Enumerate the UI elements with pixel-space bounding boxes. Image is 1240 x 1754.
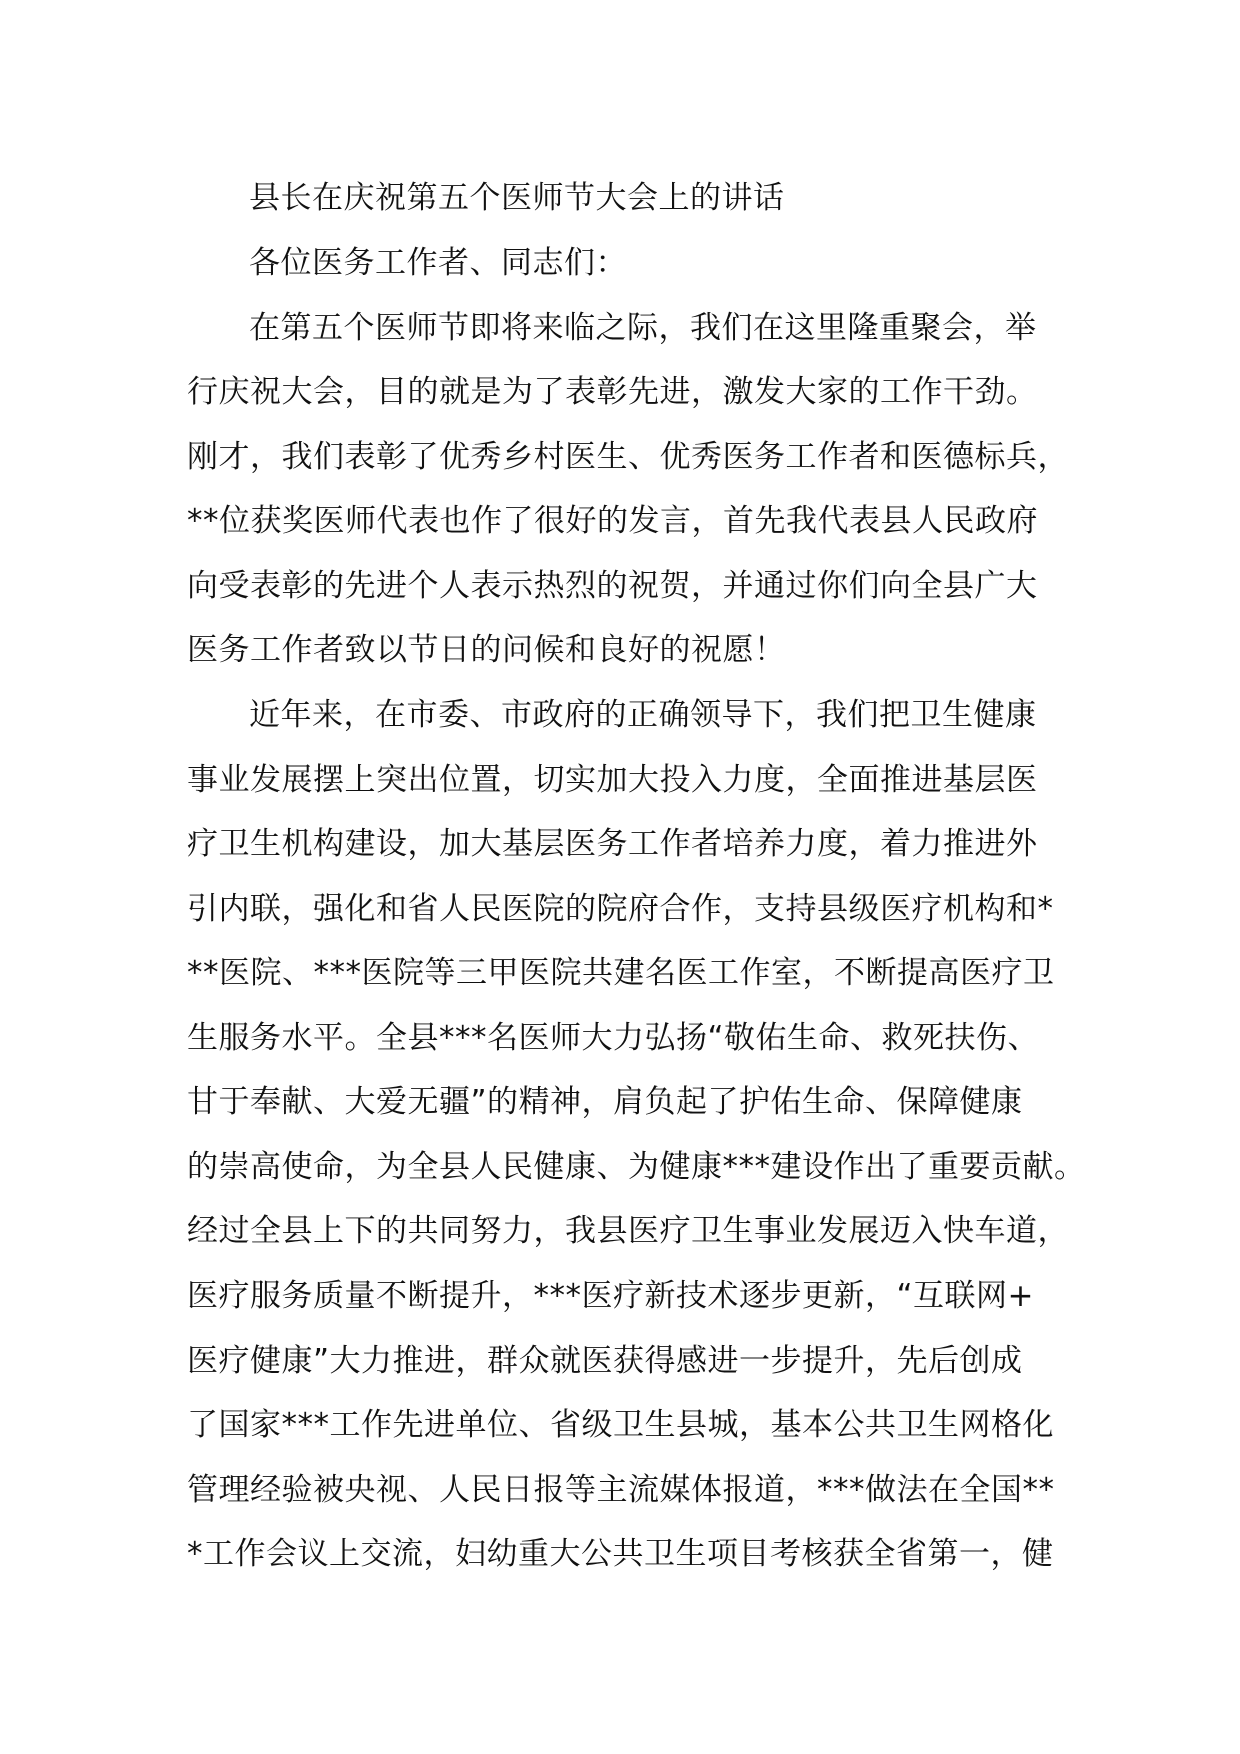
body-line: *工作会议上交流，妇幼重大公共卫生项目考核获全省第一，健 [187,1536,1054,1572]
body-line: 疗卫生机构建设，加大基层医务工作者培养力度，着力推进外 [187,826,1038,862]
body-line: 引内联，强化和省人民医院的院府合作，支持县级医疗机构和* [187,891,1054,927]
document-title: 县长在庆祝第五个医师节大会上的讲话 [249,180,785,216]
salutation: 各位医务工作者、同志们： [249,245,627,281]
body-line: 的崇高使命，为全县人民健康、为健康***建设作出了重要贡献。 [187,1149,1086,1185]
body-line: 了国家***工作先进单位、省级卫生县城，基本公共卫生网格化 [187,1407,1054,1443]
body-line: 在第五个医师节即将来临之际，我们在这里隆重聚会，举 [249,310,1037,346]
body-line: 经过全县上下的共同努力，我县医疗卫生事业发展迈入快车道， [187,1213,1069,1249]
body-line: 管理经验被央视、人民日报等主流媒体报道，***做法在全国** [187,1472,1055,1508]
body-line: 近年来，在市委、市政府的正确领导下，我们把卫生健康 [249,697,1037,733]
body-line: 向受表彰的先进个人表示热烈的祝贺，并通过你们向全县广大 [187,568,1038,604]
body-line: **位获奖医师代表也作了很好的发言，首先我代表县人民政府 [187,503,1038,539]
body-line: 医疗健康”大力推进，群众就医获得感进一步提升，先后创成 [187,1343,1023,1379]
body-line: 生服务水平。全县***名医师大力弘扬“敬佑生命、救死扶伤、 [187,1020,1040,1056]
body-line: 医务工作者致以节日的问候和良好的祝愿！ [187,632,786,668]
body-line: 刚才，我们表彰了优秀乡村医生、优秀医务工作者和医德标兵， [187,439,1069,475]
body-line: 事业发展摆上突出位置，切实加大投入力度，全面推进基层医 [187,762,1038,798]
body-line: 甘于奉献、大爱无疆”的精神，肩负起了护佑生命、保障健康 [187,1084,1023,1120]
body-line: 医疗服务质量不断提升，***医疗新技术逐步更新，“互联网+ [187,1278,1035,1314]
body-line: **医院、***医院等三甲医院共建名医工作室，不断提高医疗卫 [187,955,1055,991]
body-line: 行庆祝大会，目的就是为了表彰先进，激发大家的工作干劲。 [187,374,1038,410]
